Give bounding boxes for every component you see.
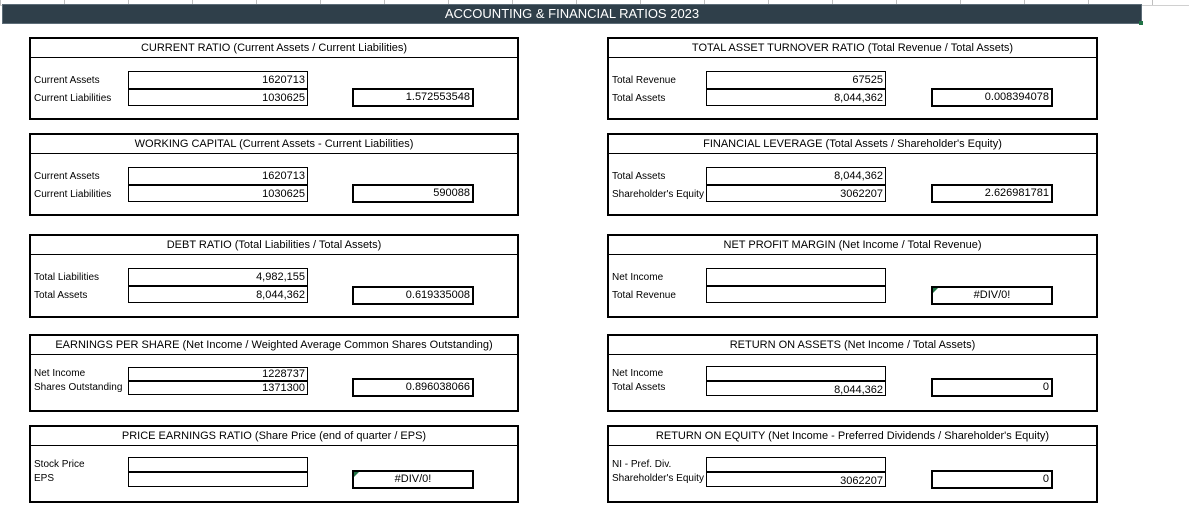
- result-cell[interactable]: #DIV/0!: [931, 286, 1053, 305]
- card-title: FINANCIAL LEVERAGE (Total Assets / Shareholder's Equity): [609, 135, 1096, 154]
- label-1: Current Assets: [34, 171, 100, 182]
- label-1: NI - Pref. Div.: [612, 459, 672, 470]
- debt-ratio-card: [29, 234, 519, 318]
- net-profit-margin-card: [607, 234, 1098, 318]
- label-2: Total Assets: [612, 382, 666, 393]
- label-1: Net Income: [34, 368, 86, 379]
- input-1[interactable]: 1620713: [128, 71, 308, 89]
- card-title: TOTAL ASSET TURNOVER RATIO (Total Revenue / Total Assets): [609, 39, 1096, 58]
- label-2: Current Liabilities: [34, 93, 112, 104]
- input-2[interactable]: 3062207: [706, 185, 886, 202]
- input-2[interactable]: [128, 472, 308, 487]
- result-cell[interactable]: 2.626981781: [931, 184, 1053, 203]
- return-on-equity-card: [607, 425, 1098, 503]
- label-1: Total Revenue: [612, 75, 676, 86]
- current-ratio-card: [29, 37, 519, 120]
- result-cell[interactable]: 0: [931, 378, 1053, 397]
- label-2: EPS: [34, 473, 55, 484]
- fill-handle[interactable]: [1139, 21, 1143, 25]
- earnings-per-share-card: [29, 334, 519, 412]
- price-earnings-ratio-card: [29, 425, 519, 503]
- input-1[interactable]: 1620713: [128, 167, 308, 185]
- label-2: Shareholder's Equity: [612, 189, 704, 200]
- working-capital-card: [29, 133, 519, 216]
- label-2: Shareholder's Equity: [612, 473, 704, 484]
- label-1: Stock Price: [34, 459, 85, 470]
- input-2[interactable]: 1371300: [128, 381, 308, 395]
- input-1[interactable]: [706, 268, 886, 286]
- result-cell[interactable]: 0.896038066: [352, 378, 474, 397]
- card-title: RETURN ON EQUITY (Net Income - Preferred Dividends / Shareholder's Equity): [609, 427, 1096, 446]
- return-on-assets-card: [607, 334, 1098, 412]
- label-1: Net Income: [612, 272, 664, 283]
- input-2[interactable]: 8,044,362: [706, 381, 886, 396]
- result-cell[interactable]: #DIV/0!: [352, 470, 474, 489]
- label-2: Total Assets: [34, 290, 88, 301]
- input-2[interactable]: 8,044,362: [128, 286, 308, 303]
- label-2: Total Assets: [612, 93, 666, 104]
- result-cell[interactable]: 590088: [352, 184, 474, 203]
- label-1: Total Liabilities: [34, 272, 100, 283]
- label-1: Total Assets: [612, 171, 666, 182]
- total-asset-turnover-card: [607, 37, 1098, 120]
- financial-leverage-card: [607, 133, 1098, 216]
- result-cell[interactable]: 0: [931, 470, 1053, 489]
- input-2[interactable]: 8,044,362: [706, 89, 886, 106]
- card-title: WORKING CAPITAL (Current Assets - Current Liabilities): [31, 135, 517, 154]
- input-2[interactable]: 3062207: [706, 472, 886, 487]
- card-title: CURRENT RATIO (Current Assets / Current Liabilities): [31, 39, 517, 58]
- label-2: Shares Outstanding: [34, 382, 123, 393]
- input-2[interactable]: 1030625: [128, 89, 308, 106]
- label-2: Current Liabilities: [34, 189, 112, 200]
- result-cell[interactable]: 0.619335008: [352, 286, 474, 305]
- label-2: Total Revenue: [612, 290, 676, 301]
- input-2[interactable]: 1030625: [128, 185, 308, 202]
- card-title: PRICE EARNINGS RATIO (Share Price (end of quarter / EPS): [31, 427, 517, 446]
- input-1[interactable]: [128, 457, 308, 472]
- input-1[interactable]: [706, 366, 886, 381]
- result-cell[interactable]: 0.008394078: [931, 88, 1053, 107]
- card-title: DEBT RATIO (Total Liabilities / Total Assets): [31, 236, 517, 255]
- input-1[interactable]: [706, 457, 886, 472]
- label-1: Net Income: [612, 368, 664, 379]
- input-1[interactable]: 8,044,362: [706, 167, 886, 185]
- result-cell[interactable]: 1.572553548: [352, 88, 474, 107]
- sheet-title[interactable]: ACCOUNTING & FINANCIAL RATIOS 2023: [2, 4, 1142, 24]
- input-1[interactable]: 67525: [706, 71, 886, 89]
- card-title: NET PROFIT MARGIN (Net Income / Total Revenue): [609, 236, 1096, 255]
- card-title: EARNINGS PER SHARE (Net Income / Weighted Average Common Shares Outstanding): [31, 336, 517, 355]
- label-1: Current Assets: [34, 75, 100, 86]
- input-2[interactable]: [706, 286, 886, 303]
- input-1[interactable]: 1228737: [128, 367, 308, 381]
- input-1[interactable]: 4,982,155: [128, 268, 308, 286]
- card-title: RETURN ON ASSETS (Net Income / Total Assets): [609, 336, 1096, 355]
